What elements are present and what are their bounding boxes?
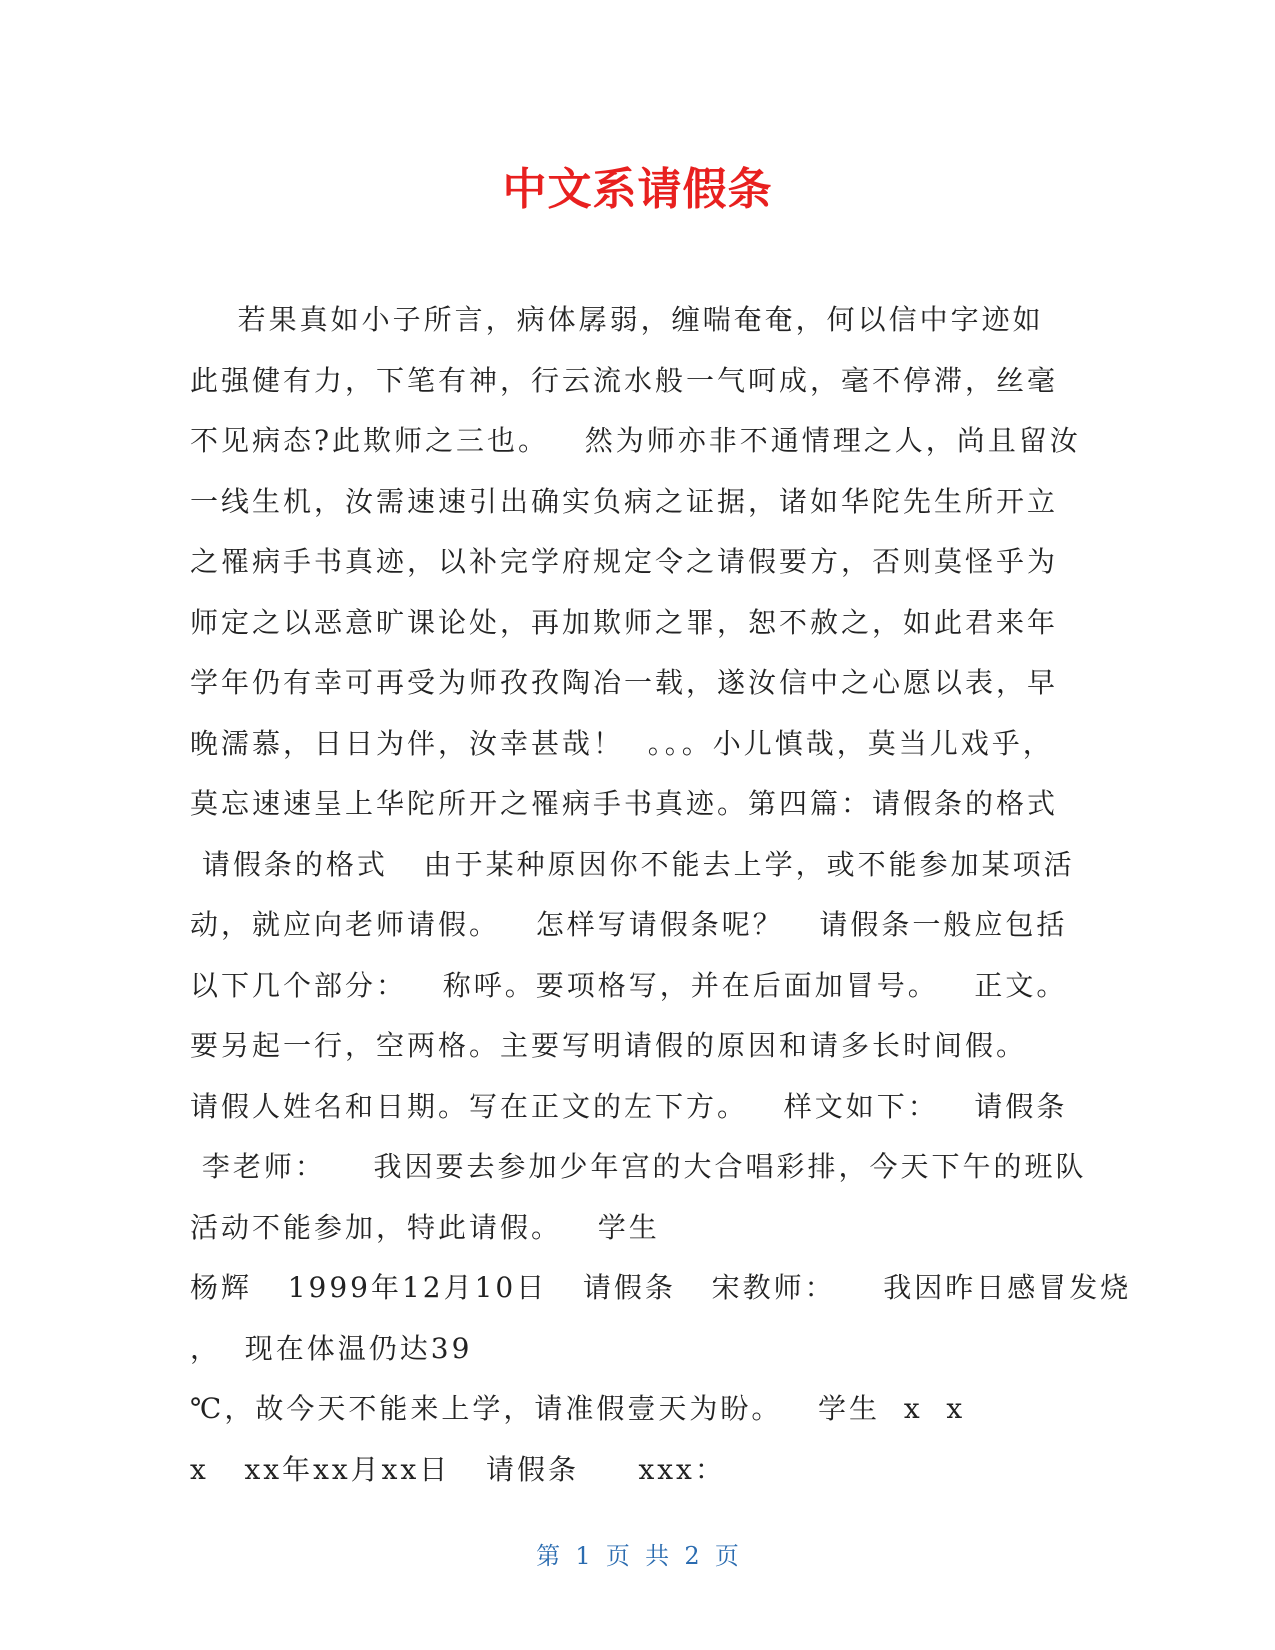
body-line: ℃，故今天不能来上学，请准假壹天为盼。 学生 x x xyxy=(190,1392,966,1425)
page-number-footer: 第 1 页 共 2 页 xyxy=(536,1542,739,1570)
body-line: ， 现在体温仍达39 xyxy=(190,1331,473,1365)
body-line: 莫忘速速呈上华陀所开之罹病手书真迹。第四篇：请假条的格式 xyxy=(190,787,1059,820)
body-line: 学年仍有幸可再受为师孜孜陶冶一载，遂汝信中之心愿以表，早 xyxy=(190,666,1059,699)
body-line: 杨辉 1999年12月10日 请假条 宋教师： 我因昨日感冒发烧 xyxy=(190,1271,1132,1304)
body-line: 李老师： 我因要去参加少年宫的大合唱彩排，今天下午的班队 xyxy=(190,1150,1087,1183)
body-line: 请假人姓名和日期。写在正文的左下方。 样文如下： 请假条 xyxy=(190,1089,1068,1123)
body-line: 一线生机，汝需速速引出确实负病之证据，诸如华陀先生所开立 xyxy=(190,484,1059,518)
body-line: 活动不能参加，特此请假。 学生 xyxy=(190,1210,660,1244)
body-line: 之罹病手书真迹，以补完学府规定令之请假要方，否则莫怪乎为 xyxy=(190,545,1059,578)
body-line: 请假条的格式 由于某种原因你不能去上学，或不能参加某项活 xyxy=(190,847,1075,881)
body-line: 不见病态?此欺师之三也。 然为师亦非不通情理之人，尚且留汝 xyxy=(190,424,1081,457)
body-line: 此强健有力，下笔有神，行云流水般一气呵成，毫不停滞，丝毫 xyxy=(190,363,1059,397)
body-line: 若果真如小子所言，病体孱弱，缠喘奄奄，何以信中字迹如 xyxy=(190,303,1044,336)
body-line: x xx年xx月xx日 请假条 xxx： xyxy=(190,1452,726,1486)
body-line: 师定之以恶意旷课论处，再加欺师之罪，恕不赦之，如此君来年 xyxy=(190,605,1059,639)
body-line: 要另起一行，空两格。主要写明请假的原因和请多长时间假。 xyxy=(190,1029,1028,1062)
document-title: 中文系请假条 xyxy=(502,164,773,215)
body-line: 晚濡慕，日日为伴，汝幸甚哉！ 。。。小儿慎哉，莫当儿戏乎， xyxy=(190,726,1054,760)
body-line: 动，就应向老师请假。 怎样写请假条呢？ 请假条一般应包括 xyxy=(190,908,1068,941)
body-line: 以下几个部分： 称呼。要项格写，并在后面加冒号。 正文。 xyxy=(190,968,1068,1002)
document-body xyxy=(190,290,1132,1500)
